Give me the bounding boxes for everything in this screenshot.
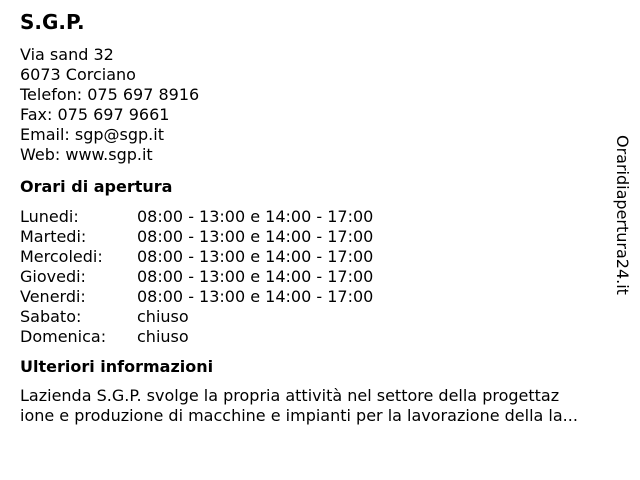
hours-day: Domenica:	[20, 327, 107, 346]
business-card	[20, 8, 620, 426]
contact-block	[20, 45, 620, 165]
hours-day: Venerdi:	[20, 287, 86, 306]
fax-line: Fax: 075 697 9661	[20, 105, 170, 124]
side-brand-watermark: Oraridiapertura24.it	[613, 135, 632, 295]
info-line: Lazienda S.G.P. svolge la propria attività nel settore della progettaz	[20, 386, 560, 405]
hours-row	[20, 247, 620, 267]
hours-row	[20, 227, 620, 247]
hours-heading: Orari di apertura	[20, 177, 173, 196]
hours-time: chiuso	[137, 307, 189, 326]
info-text	[20, 386, 620, 426]
hours-time: 08:00 - 13:00 e 14:00 - 17:00	[137, 207, 374, 226]
hours-day: Lunedi:	[20, 207, 79, 226]
address-street: Via sand 32	[20, 45, 114, 64]
phone-line: Telefon: 075 697 8916	[20, 85, 200, 104]
hours-table	[20, 207, 620, 347]
hours-day: Giovedi:	[20, 267, 86, 286]
hours-row	[20, 267, 620, 287]
business-name: S.G.P.	[20, 10, 85, 34]
hours-row	[20, 207, 620, 227]
hours-row	[20, 287, 620, 307]
hours-time: 08:00 - 13:00 e 14:00 - 17:00	[137, 287, 374, 306]
hours-row	[20, 327, 620, 347]
hours-time: 08:00 - 13:00 e 14:00 - 17:00	[137, 267, 374, 286]
hours-time: 08:00 - 13:00 e 14:00 - 17:00	[137, 247, 374, 266]
info-heading: Ulteriori informazioni	[20, 357, 214, 376]
info-line: ione e produzione di macchine e impianti per la lavorazione della la...	[20, 406, 578, 425]
address-city: 6073 Corciano	[20, 65, 136, 84]
email-line: Email: sgp@sgp.it	[20, 125, 164, 144]
hours-row	[20, 307, 620, 327]
hours-time: chiuso	[137, 327, 189, 346]
web-line: Web: www.sgp.it	[20, 145, 153, 164]
hours-day: Martedi:	[20, 227, 87, 246]
hours-day: Sabato:	[20, 307, 82, 326]
hours-time: 08:00 - 13:00 e 14:00 - 17:00	[137, 227, 374, 246]
hours-day: Mercoledi:	[20, 247, 103, 266]
